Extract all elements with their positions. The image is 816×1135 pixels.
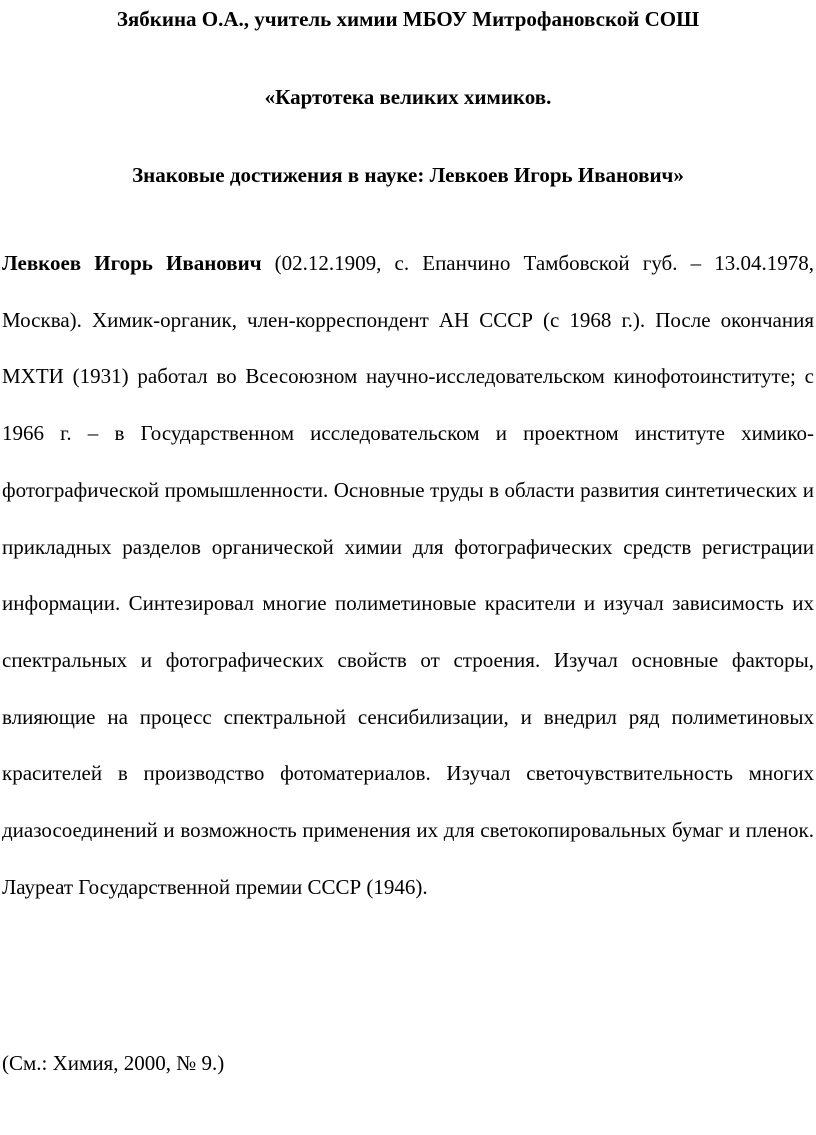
title-line: «Картотека великих химиков. bbox=[264, 85, 552, 109]
author-line: Зябкина О.А., учитель химии МБОУ Митрофановской СОШ bbox=[116, 7, 700, 31]
article-text: (02.12.1909, с. Епанчино Тамбовской губ. – 13.04.1978, Москва). Химик-органик, член-корреспондент АН СССР (с 1968 г.). После окончания МХТИ (1931) работал во Всесоюзном научно-исследовательском кинофотоинституте; с 1966 г. – в Государственном исследовательском и проектном институте химико-фотографической промышленности. Основные труды в области развития синтетических и прикладных разделов органической химии для фотографических средств регистрации информации. Синтезировал многие полиметиновые красители и изучал зависимость их спектральных и фотографических свойств от строения. Изучал основные факторы, влияющие на процесс спектральной сенсибилизации, и внедрил ряд полиметиновых красителей в производство фотоматериалов. Изучал светочувствительность многих диазосоединений и возможность применения их для светокопировальных бумаг и пленок. Лауреат Государственной премии СССР (1946). bbox=[2, 251, 814, 899]
citation: (См.: Химия, 2000, № 9.) bbox=[2, 1051, 225, 1075]
article-paragraph bbox=[2, 235, 814, 915]
scientist-name: Левкоев Игорь Иванович bbox=[2, 251, 262, 275]
subtitle-line: Знаковые достижения в науке: Левкоев Игорь Иванович» bbox=[132, 163, 684, 187]
